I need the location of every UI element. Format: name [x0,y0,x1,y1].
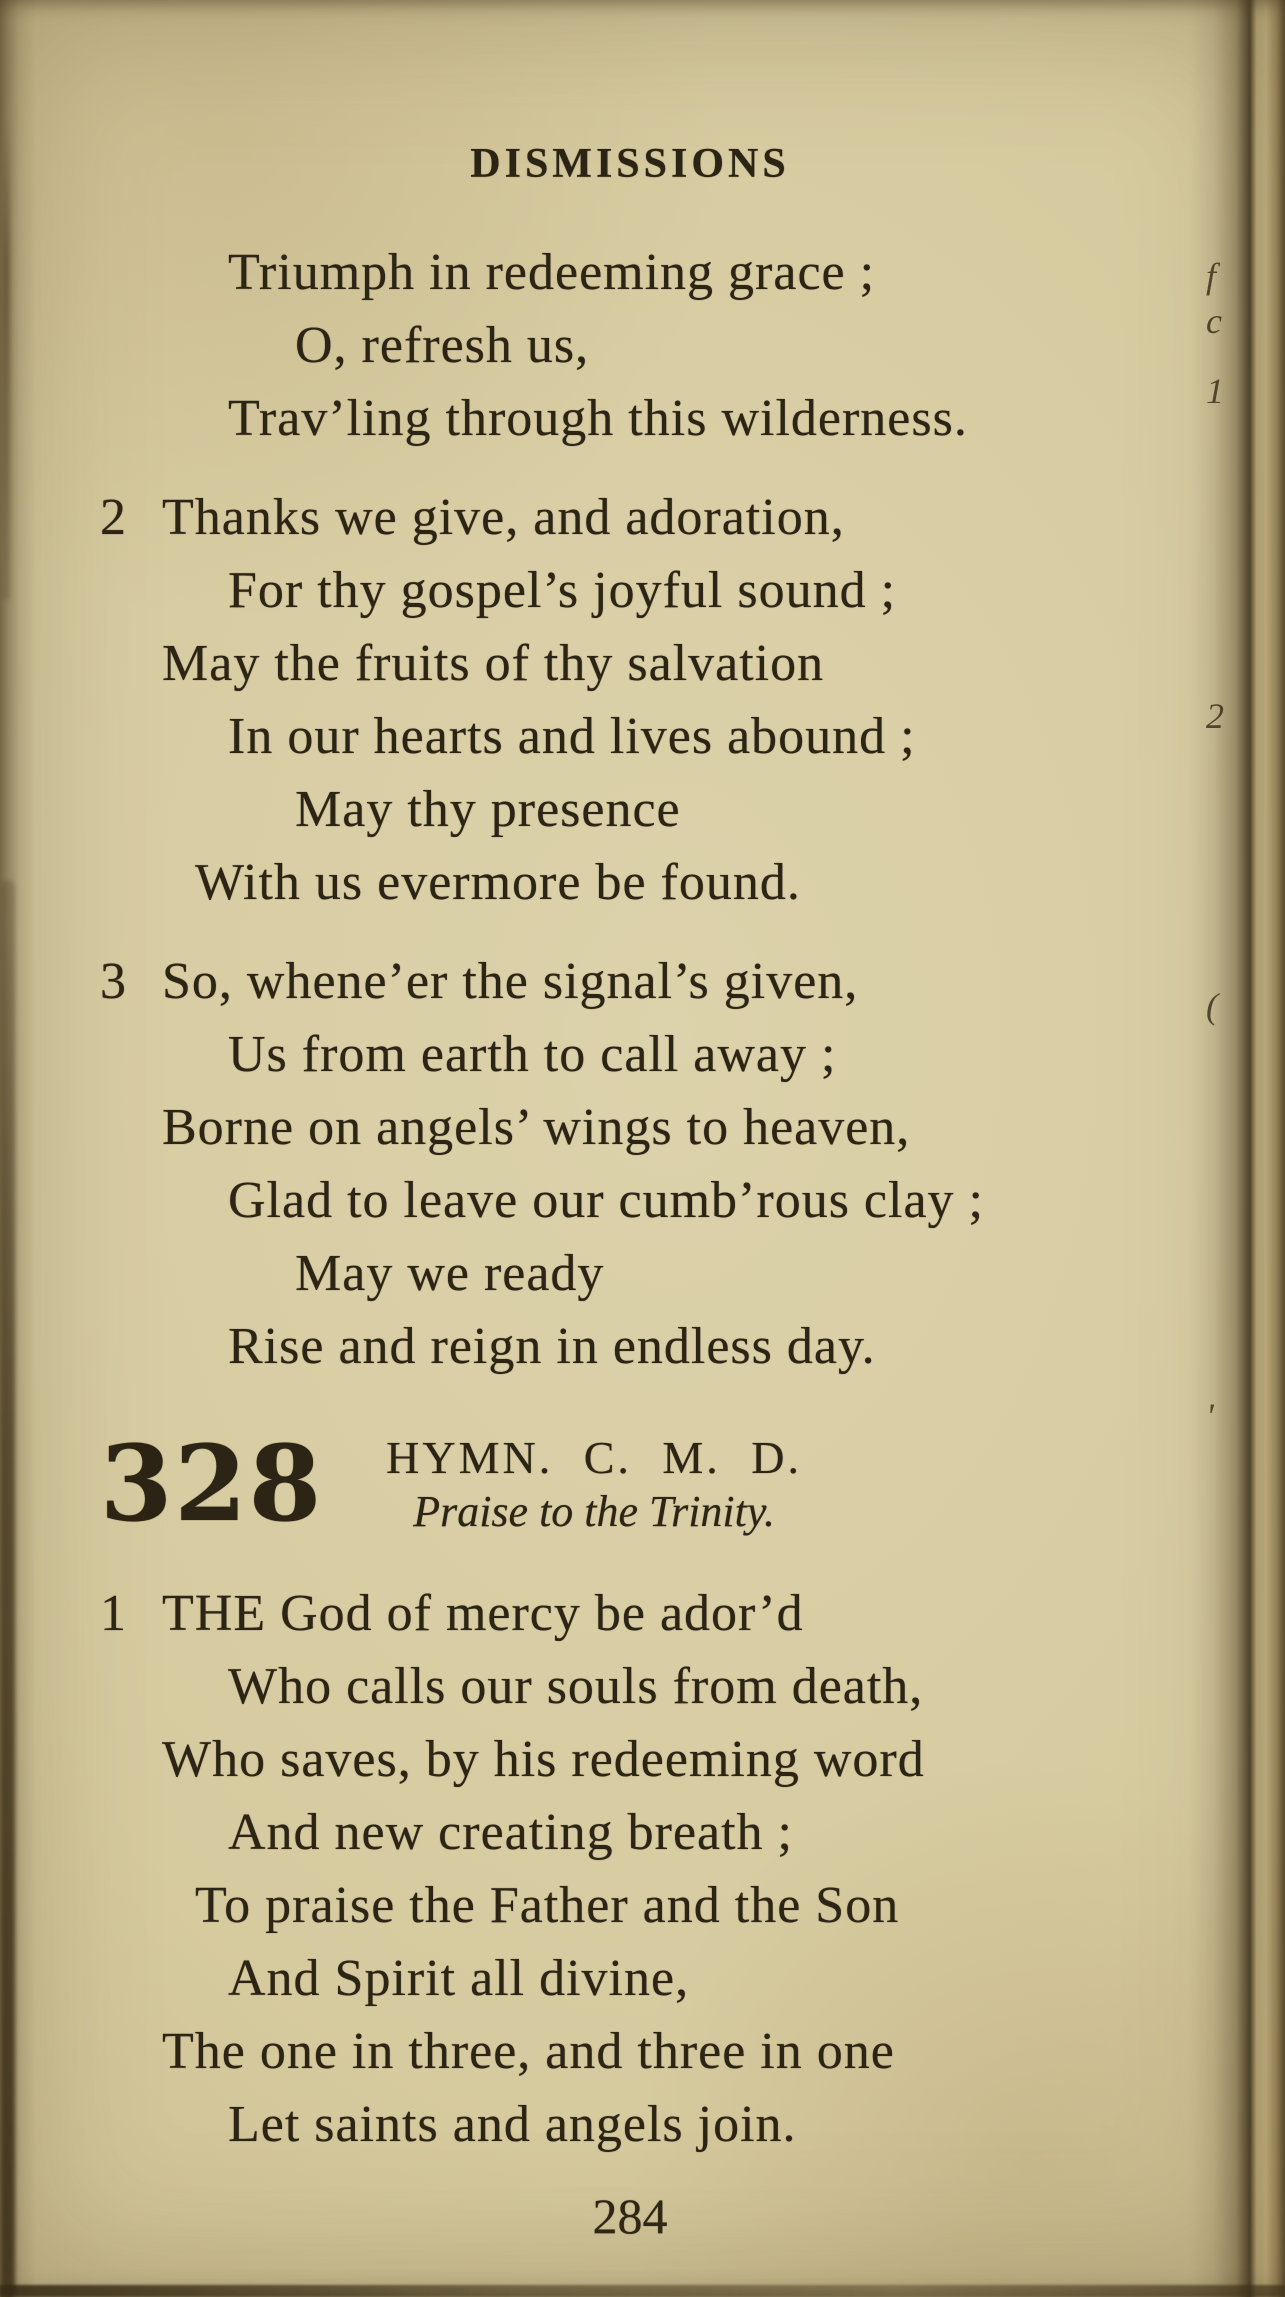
hymn-line: Triumph in redeeming grace ; [228,244,876,301]
hymn-heading [100,1409,1160,1559]
stanza-2 [100,481,1160,919]
left-binding-streak [1,880,15,2297]
hymn-line: With us evermore be found. [195,854,801,911]
bottom-page-edge [0,2285,1285,2297]
edge-mark: ' [1206,1396,1214,1436]
edge-mark: 2 [1206,696,1224,736]
left-binding-streak [3,120,10,600]
hymn-title: Praise to the Trinity. [413,1487,775,1536]
hymn-line: The one in three, and three in one [162,2023,895,2080]
verse-number: 3 [100,953,126,1010]
edge-mark: c [1206,301,1222,341]
stanza-3 [100,945,1160,1383]
hymn-line: Us from earth to call away ; [228,1026,837,1083]
hymn-meter: HYMN. C. M. D. [386,1432,803,1483]
hymn-line: For thy gospel’s joyful sound ; [228,562,897,619]
hymn-line: Who calls our souls from death, [228,1658,924,1715]
right-page-edge [1190,0,1285,2297]
hymn-heading-column [359,1431,829,1537]
hymn-line: Thanks we give, and adoration, [162,489,845,546]
stanza-continuation [100,236,1160,455]
running-head: DISMISSIONS [470,141,790,187]
edge-mark: ( [1206,986,1218,1026]
page-content [100,140,1160,2245]
hymn-line: May we ready [295,1245,605,1302]
verse-number: 2 [100,489,126,546]
verse-number: 1 [100,1585,126,1642]
hymn-line: May thy presence [295,781,681,838]
stanza-1-hymn-328 [100,1577,1160,2161]
hymn-number: 328 [100,1421,324,1545]
hymn-line: Who saves, by his redeeming word [162,1731,925,1788]
hymn-line: So, whene’er the signal’s given, [162,953,859,1010]
hymn-line: O, refresh us, [295,317,590,374]
hymn-line: Borne on angels’ wings to heaven, [162,1099,911,1156]
hymn-line: Let saints and angels join. [228,2096,797,2153]
hymn-line: In our hearts and lives abound ; [228,708,916,765]
hymn-line: Trav’ling through this wilderness. [228,390,968,447]
page-number: 284 [592,2188,668,2244]
hymn-line: Rise and reign in endless day. [228,1318,876,1375]
edge-mark: 1 [1206,371,1224,411]
hymn-line: May the fruits of thy salvation [162,635,825,692]
hymn-line: And new creating breath ; [228,1804,794,1861]
hymn-line: THE God of mercy be ador’d [162,1585,804,1642]
hymn-line: To praise the Father and the Son [195,1877,900,1934]
hymn-line: Glad to leave our cumb’rous clay ; [228,1172,984,1229]
edge-mark: f [1206,256,1217,296]
hymn-line: And Spirit all divine, [228,1950,690,2007]
